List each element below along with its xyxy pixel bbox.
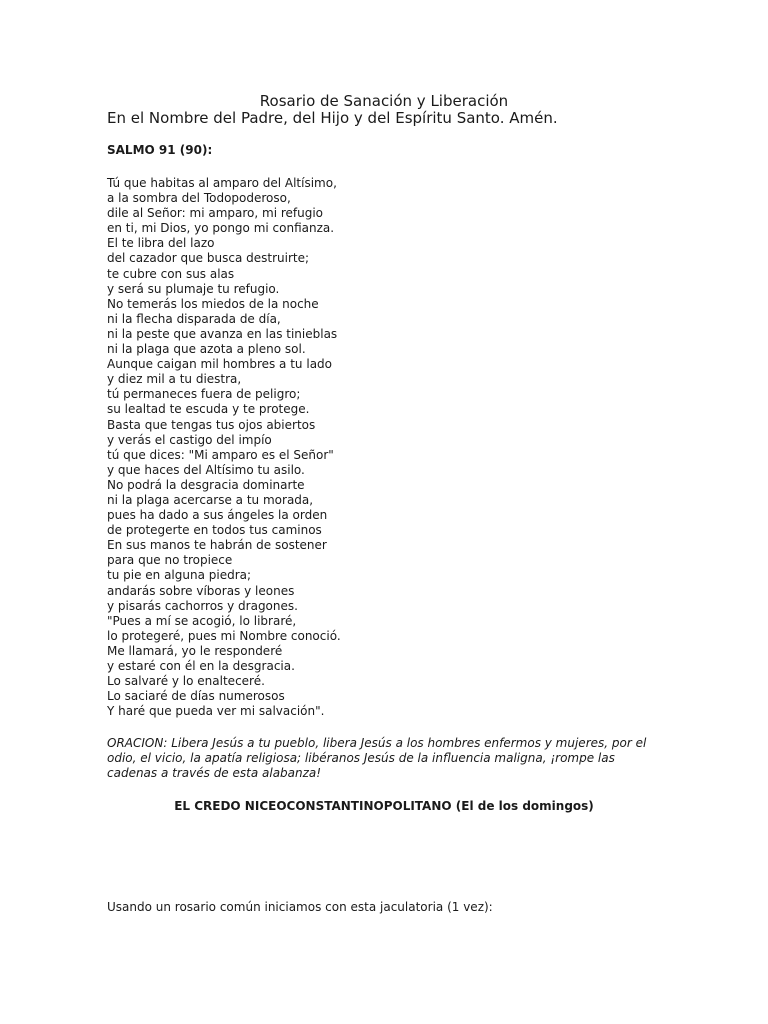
- salmo-verse-line: tú permaneces fuera de peligro;: [107, 387, 301, 402]
- salmo-verse-line: Tú que habitas al amparo del Altísimo,: [107, 176, 337, 190]
- salmo-verse-line: Y haré que pueda ver mi salvación".: [107, 704, 325, 719]
- salmo-verse-line: lo protegeré, pues mi Nombre conoció.: [107, 628, 341, 643]
- salmo-verse-line: ni la plaga acercarse a tu morada,: [107, 492, 314, 507]
- salmo-verse-line: Me llamará, yo le responderé: [107, 643, 283, 658]
- salmo-verse-line: "Pues a mí se acogió, lo libraré,: [107, 613, 297, 628]
- salmo-verse-line: y que haces del Altísimo tu asilo.: [107, 462, 305, 477]
- salmo-verse-line: de protegerte en todos tus caminos: [107, 523, 322, 538]
- salmo-verse-line: del cazador que busca destruirte;: [107, 251, 310, 266]
- oracion-paragraph: ORACION: Libera Jesús a tu pueblo, libera Jesús a los hombres enfermos y mujeres, por el odio, el vicio, la apatía religiosa; libéranos Jesús de la influencia maligna, ¡rompe las cadenas a través de esta alabanza!: [107, 736, 647, 781]
- salmo-verse-line: No temerás los miedos de la noche: [107, 296, 319, 311]
- document-subtitle: En el Nombre del Padre, del Hijo y del Espíritu Santo. Amén.: [107, 109, 558, 127]
- instruction-text: Usando un rosario común iniciamos con esta jaculatoria (1 vez):: [107, 900, 493, 914]
- salmo-verse-line: tú que dices: "Mi amparo es el Señor": [107, 447, 334, 462]
- salmo-verse-line: y pisarás cachorros y dragones.: [107, 598, 298, 613]
- salmo-verse-line: tu pie en alguna piedra;: [107, 568, 252, 583]
- salmo-verse-line: ni la peste que avanza en las tinieblas: [107, 326, 338, 341]
- salmo-verse-line: Aunque caigan mil hombres a tu lado: [107, 357, 332, 372]
- salmo-verse-line: ni la plaga que azota a pleno sol.: [107, 342, 306, 357]
- salmo-verse-line: ni la flecha disparada de día,: [107, 311, 281, 326]
- salmo-verse-line: su lealtad te escuda y te protege.: [107, 402, 310, 417]
- credo-heading: EL CREDO NICEOCONSTANTINOPOLITANO (El de los domingos): [174, 799, 594, 813]
- salmo-heading: SALMO 91 (90):: [107, 143, 213, 157]
- salmo-verse-line: dile al Señor: mi amparo, mi refugio: [107, 206, 324, 221]
- salmo-verse-line: a la sombra del Todopoderoso,: [107, 191, 291, 206]
- salmo-verse-line: El te libra del lazo: [107, 236, 215, 251]
- document-title: Rosario de Sanación y Liberación: [259, 92, 509, 110]
- salmo-verse-line: y estaré con él en la desgracia.: [107, 659, 295, 673]
- salmo-verses: [107, 176, 341, 719]
- salmo-verse-line: te cubre con sus alas: [107, 266, 235, 281]
- salmo-verse-line: y será su plumaje tu refugio.: [107, 281, 280, 296]
- salmo-verse-line: para que no tropiece: [107, 553, 233, 568]
- salmo-verse-line: y verás el castigo del impío: [107, 432, 272, 447]
- salmo-verse-line: y diez mil a tu diestra,: [107, 372, 242, 387]
- salmo-verse-line: en ti, mi Dios, yo pongo mi confianza.: [107, 221, 335, 236]
- salmo-verse-line: Lo saciaré de días numerosos: [107, 689, 285, 704]
- salmo-verse-line: andarás sobre víboras y leones: [107, 583, 295, 598]
- salmo-verse-line: Basta que tengas tus ojos abiertos: [107, 417, 316, 432]
- salmo-verse-line: No podrá la desgracia dominarte: [107, 477, 305, 492]
- salmo-verse-line: pues ha dado a sus ángeles la orden: [107, 508, 328, 523]
- salmo-verse-line: Lo salvaré y lo enalteceré.: [107, 674, 265, 689]
- salmo-verse-line: En sus manos te habrán de sostener: [107, 538, 327, 553]
